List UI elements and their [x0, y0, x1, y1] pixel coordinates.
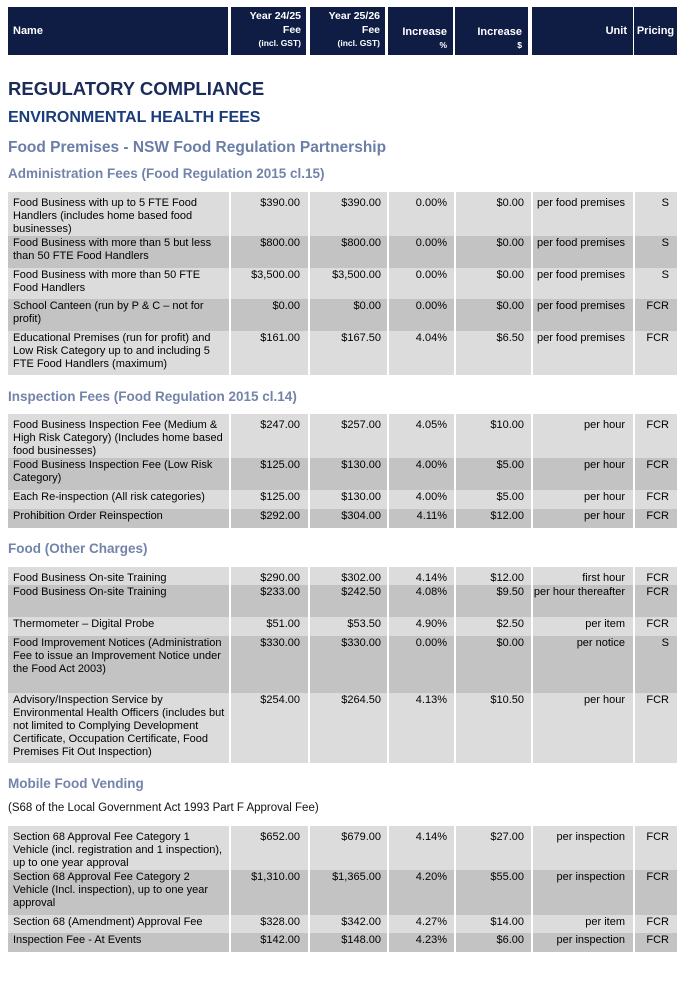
- row-fee-25-26: $679.00: [310, 826, 387, 870]
- row-increase-percent: 0.00%: [389, 192, 454, 236]
- row-fee-25-26: $3,500.00: [310, 268, 387, 299]
- row-description: Food Business with more than 50 FTE Food Handlers: [8, 268, 229, 299]
- row-increase-dollar: $9.50: [456, 585, 531, 617]
- row-increase-dollar: $0.00: [456, 236, 531, 268]
- row-increase-dollar: $55.00: [456, 870, 531, 915]
- row-pricing: FCR: [635, 870, 677, 915]
- row-fee-24-25: $0.00: [231, 299, 308, 331]
- row-description: School Canteen (run by P & C – not for profit): [8, 299, 229, 331]
- group-title-inspection: Inspection Fees (Food Regulation 2015 cl.14): [8, 389, 297, 404]
- row-pricing: FCR: [635, 617, 677, 636]
- row-fee-25-26: $257.00: [310, 414, 387, 458]
- row-description: Each Re-inspection (All risk categories): [8, 490, 229, 509]
- row-unit: per hour thereafter: [533, 585, 633, 617]
- row-pricing: S: [635, 192, 677, 236]
- row-unit: per hour: [533, 414, 633, 458]
- row-description: Food Improvement Notices (Administration Fee to issue an Improvement Notice under the Food Act 2003): [8, 636, 229, 693]
- column-header-pricing: Pricing: [634, 7, 677, 55]
- row-fee-24-25: $290.00: [231, 567, 308, 585]
- row-fee-24-25: $254.00: [231, 693, 308, 763]
- column-header-increase-dollar: Increase $: [455, 7, 528, 55]
- row-increase-percent: 0.00%: [389, 636, 454, 693]
- table-row: [8, 915, 677, 933]
- row-increase-dollar: $14.00: [456, 915, 531, 933]
- group-note-mobile: (S68 of the Local Government Act 1993 Part F Approval Fee): [8, 802, 319, 814]
- table-row: [8, 693, 677, 763]
- row-pricing: FCR: [635, 509, 677, 528]
- row-increase-percent: 4.23%: [389, 933, 454, 952]
- row-fee-25-26: $242.50: [310, 585, 387, 617]
- row-increase-dollar: $10.50: [456, 693, 531, 763]
- row-fee-24-25: $125.00: [231, 490, 308, 509]
- row-unit: per food premises: [533, 268, 633, 299]
- column-header-unit: Unit: [532, 7, 633, 55]
- row-unit: per inspection: [533, 933, 633, 952]
- row-increase-dollar: $6.00: [456, 933, 531, 952]
- table-row: [8, 236, 677, 268]
- row-unit: per food premises: [533, 192, 633, 236]
- row-increase-dollar: $27.00: [456, 826, 531, 870]
- row-fee-25-26: $330.00: [310, 636, 387, 693]
- row-pricing: FCR: [635, 693, 677, 763]
- table-row: [8, 268, 677, 299]
- row-unit: per hour: [533, 458, 633, 490]
- row-increase-percent: 4.08%: [389, 585, 454, 617]
- table-row: [8, 192, 677, 236]
- row-description: Thermometer – Digital Probe: [8, 617, 229, 636]
- page-title: REGULATORY COMPLIANCE: [8, 78, 265, 99]
- row-pricing: FCR: [635, 458, 677, 490]
- row-fee-24-25: $328.00: [231, 915, 308, 933]
- row-increase-percent: 4.05%: [389, 414, 454, 458]
- row-description: Educational Premises (run for profit) and Low Risk Category up to and including 5 FTE Food Handlers (maximum): [8, 331, 229, 375]
- row-increase-percent: 4.00%: [389, 490, 454, 509]
- row-description: Section 68 (Amendment) Approval Fee: [8, 915, 229, 933]
- row-description: Food Business On-site Training: [8, 585, 229, 617]
- row-pricing: S: [635, 236, 677, 268]
- row-fee-25-26: $264.50: [310, 693, 387, 763]
- row-fee-25-26: $800.00: [310, 236, 387, 268]
- row-fee-24-25: $652.00: [231, 826, 308, 870]
- row-increase-percent: 0.00%: [389, 236, 454, 268]
- row-pricing: FCR: [635, 490, 677, 509]
- table-row: [8, 870, 677, 915]
- row-fee-25-26: $130.00: [310, 458, 387, 490]
- row-unit: per item: [533, 915, 633, 933]
- row-description: Section 68 Approval Fee Category 1 Vehicle (incl. registration and 1 inspection), up to one year approval: [8, 826, 229, 870]
- section-title: Food Premises - NSW Food Regulation Partnership: [8, 139, 387, 156]
- row-fee-24-25: $125.00: [231, 458, 308, 490]
- row-fee-25-26: $0.00: [310, 299, 387, 331]
- table-row: [8, 490, 677, 509]
- row-increase-percent: 4.04%: [389, 331, 454, 375]
- row-increase-percent: 0.00%: [389, 268, 454, 299]
- column-header-name: Name: [8, 7, 228, 55]
- row-increase-dollar: $2.50: [456, 617, 531, 636]
- row-pricing: FCR: [635, 585, 677, 617]
- row-fee-24-25: $292.00: [231, 509, 308, 528]
- table-row: [8, 567, 677, 585]
- row-pricing: FCR: [635, 299, 677, 331]
- row-unit: per hour: [533, 693, 633, 763]
- row-increase-dollar: $0.00: [456, 299, 531, 331]
- row-increase-percent: 4.90%: [389, 617, 454, 636]
- page-subtitle: ENVIRONMENTAL HEALTH FEES: [8, 109, 261, 126]
- row-fee-24-25: $1,310.00: [231, 870, 308, 915]
- table-row: [8, 585, 677, 617]
- row-pricing: S: [635, 268, 677, 299]
- row-description: Food Business with more than 5 but less than 50 FTE Food Handlers: [8, 236, 229, 268]
- table-row: [8, 617, 677, 636]
- row-increase-dollar: $0.00: [456, 268, 531, 299]
- row-unit: per hour: [533, 490, 633, 509]
- row-increase-percent: 4.14%: [389, 567, 454, 585]
- row-increase-dollar: $12.00: [456, 509, 531, 528]
- row-increase-dollar: $0.00: [456, 636, 531, 693]
- row-description: Food Business Inspection Fee (Low Risk Category): [8, 458, 229, 490]
- row-pricing: S: [635, 636, 677, 693]
- row-description: Food Business with up to 5 FTE Food Handlers (includes home based food businesses): [8, 192, 229, 236]
- row-fee-25-26: $1,365.00: [310, 870, 387, 915]
- row-fee-24-25: $390.00: [231, 192, 308, 236]
- row-pricing: FCR: [635, 331, 677, 375]
- row-fee-24-25: $51.00: [231, 617, 308, 636]
- table-row: [8, 826, 677, 870]
- row-increase-dollar: $10.00: [456, 414, 531, 458]
- row-pricing: FCR: [635, 933, 677, 952]
- row-pricing: FCR: [635, 915, 677, 933]
- group-title-food-other: Food (Other Charges): [8, 541, 148, 556]
- row-description: Food Business On-site Training: [8, 567, 229, 585]
- row-increase-dollar: $5.00: [456, 490, 531, 509]
- row-unit: per inspection: [533, 826, 633, 870]
- table-row: [8, 933, 677, 952]
- row-increase-percent: 4.13%: [389, 693, 454, 763]
- row-increase-percent: 0.00%: [389, 299, 454, 331]
- row-increase-dollar: $0.00: [456, 192, 531, 236]
- row-unit: per inspection: [533, 870, 633, 915]
- column-header-increase-percent: Increase %: [388, 7, 453, 55]
- row-fee-25-26: $302.00: [310, 567, 387, 585]
- row-fee-25-26: $148.00: [310, 933, 387, 952]
- row-description: Advisory/Inspection Service by Environmental Health Officers (includes but not limited to Complying Development Certificate, Occupation Certificate, Food Premises Fit Out Inspection): [8, 693, 229, 763]
- table-row: [8, 414, 677, 458]
- row-unit: per food premises: [533, 299, 633, 331]
- row-description: Inspection Fee - At Events: [8, 933, 229, 952]
- row-fee-24-25: $161.00: [231, 331, 308, 375]
- table-row: [8, 509, 677, 528]
- row-fee-25-26: $130.00: [310, 490, 387, 509]
- table-row: [8, 636, 677, 693]
- row-unit: per item: [533, 617, 633, 636]
- row-unit: per food premises: [533, 331, 633, 375]
- row-unit: per hour: [533, 509, 633, 528]
- row-increase-percent: 4.20%: [389, 870, 454, 915]
- row-description: Section 68 Approval Fee Category 2 Vehicle (Incl. inspection), up to one year approval: [8, 870, 229, 915]
- row-increase-dollar: $6.50: [456, 331, 531, 375]
- group-title-mobile: Mobile Food Vending: [8, 776, 144, 791]
- row-pricing: FCR: [635, 414, 677, 458]
- row-increase-dollar: $5.00: [456, 458, 531, 490]
- column-header-year-24-25: Year 24/25 Fee (incl. GST): [231, 7, 306, 55]
- row-fee-24-25: $247.00: [231, 414, 308, 458]
- row-fee-25-26: $304.00: [310, 509, 387, 528]
- row-fee-25-26: $167.50: [310, 331, 387, 375]
- row-fee-25-26: $342.00: [310, 915, 387, 933]
- row-increase-percent: 4.27%: [389, 915, 454, 933]
- row-increase-percent: 4.00%: [389, 458, 454, 490]
- row-unit: per notice: [533, 636, 633, 693]
- row-fee-24-25: $233.00: [231, 585, 308, 617]
- row-pricing: FCR: [635, 567, 677, 585]
- row-unit: per food premises: [533, 236, 633, 268]
- row-increase-percent: 4.14%: [389, 826, 454, 870]
- row-fee-24-25: $330.00: [231, 636, 308, 693]
- row-fee-25-26: $390.00: [310, 192, 387, 236]
- row-unit: first hour: [533, 567, 633, 585]
- row-fee-24-25: $142.00: [231, 933, 308, 952]
- row-increase-dollar: $12.00: [456, 567, 531, 585]
- row-fee-25-26: $53.50: [310, 617, 387, 636]
- row-description: Prohibition Order Reinspection: [8, 509, 229, 528]
- row-fee-24-25: $3,500.00: [231, 268, 308, 299]
- row-fee-24-25: $800.00: [231, 236, 308, 268]
- row-increase-percent: 4.11%: [389, 509, 454, 528]
- table-row: [8, 299, 677, 331]
- group-title-admin: Administration Fees (Food Regulation 2015 cl.15): [8, 166, 325, 181]
- row-pricing: FCR: [635, 826, 677, 870]
- column-header-year-25-26: Year 25/26 Fee (incl. GST): [310, 7, 385, 55]
- table-row: [8, 458, 677, 490]
- row-description: Food Business Inspection Fee (Medium & High Risk Category) (Includes home based food businesses): [8, 414, 229, 458]
- table-row: [8, 331, 677, 375]
